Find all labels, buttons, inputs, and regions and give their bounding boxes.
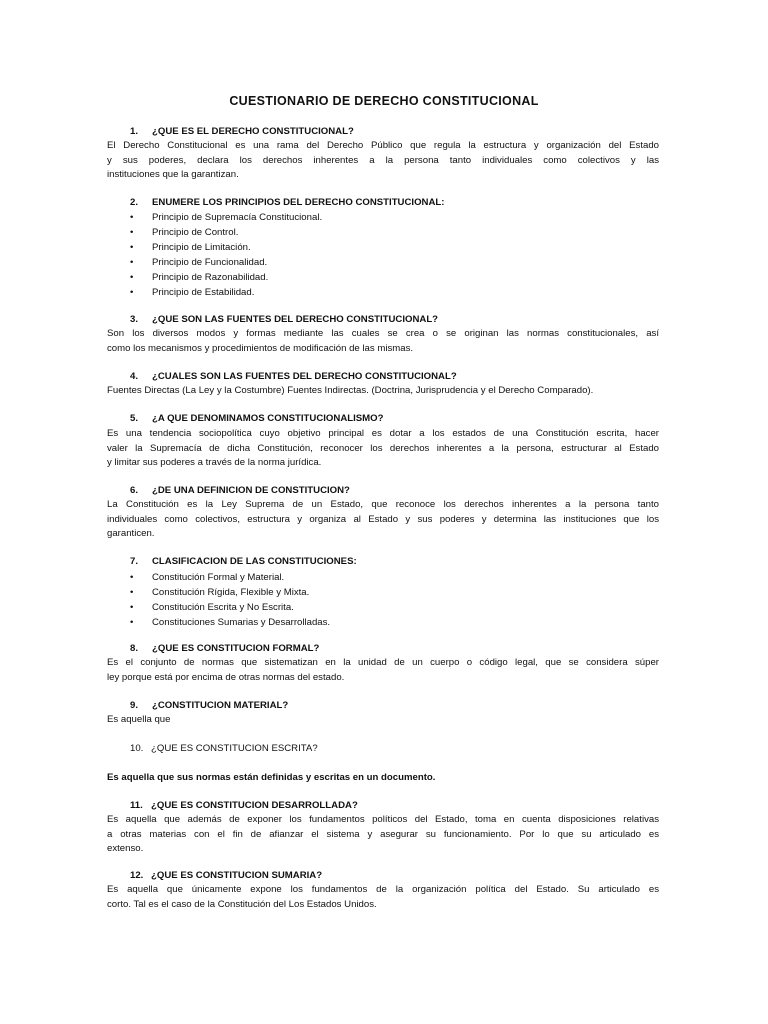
answer-12: Es aquella que únicamente expone los fundamentos de la organización política del Estado. Su articulado es corto. Tal es el caso de la Constitución del Los Estados Unidos. <box>107 884 659 910</box>
list-item: • Principio de Estabilidad. <box>130 287 255 298</box>
question-number: 4. <box>130 371 139 382</box>
list-item: • Constituciones Sumarias y Desarrolladas. <box>130 617 331 628</box>
question-5 <box>130 413 384 424</box>
bullet-icon: • <box>130 617 134 628</box>
question-8 <box>130 643 319 654</box>
question-number: 2. <box>130 197 139 208</box>
question-text: ¿QUE ES CONSTITUCION ESCRITA? <box>151 743 318 754</box>
question-text: ¿A QUE DENOMINAMOS CONSTITUCIONALISMO? <box>152 413 384 424</box>
answer-8: Es el conjunto de normas que sistematizan en la unidad de un cuerpo o código legal, que se considera súper ley porque está por encima de otras normas del estado. <box>107 657 659 683</box>
question-text: ENUMERE LOS PRINCIPIOS DEL DERECHO CONSTITUCIONAL: <box>152 197 445 208</box>
question-number: 11. <box>130 800 143 811</box>
question-7 <box>130 556 357 567</box>
question-number: 1. <box>130 126 139 137</box>
bullet-icon: • <box>130 272 134 283</box>
list-item: • Constitución Escrita y No Escrita. <box>130 602 294 613</box>
question-2 <box>130 197 444 208</box>
answer-11: Es aquella que además de exponer los fundamentos políticos del Estado, toma en cuenta disposiciones relativas a otras materias con el fin de afianzar el sistema y asegurar su funcionamiento. Por lo que su articulado es extenso. <box>107 814 659 855</box>
question-text: ¿QUE ES CONSTITUCION DESARROLLADA? <box>151 800 358 811</box>
bullet-icon: • <box>130 257 134 268</box>
bullet-icon: • <box>130 602 134 613</box>
bullet-icon: • <box>130 287 134 298</box>
question-number: 9. <box>130 700 139 711</box>
list-item: • Principio de Limitación. <box>130 242 251 253</box>
question-text: ¿QUE SON LAS FUENTES DEL DERECHO CONSTITUCIONAL? <box>152 314 439 325</box>
list-item: • Principio de Supremacía Constitucional. <box>130 212 323 223</box>
question-number: 10. <box>130 743 144 754</box>
principles-list <box>130 210 322 300</box>
list-item: • Principio de Razonabilidad. <box>130 272 269 283</box>
bullet-icon: • <box>130 572 134 583</box>
question-text: ¿QUE ES CONSTITUCION FORMAL? <box>152 643 320 654</box>
question-text: ¿QUE ES CONSTITUCION SUMARIA? <box>151 870 323 881</box>
list-item: • Principio de Funcionalidad. <box>130 257 268 268</box>
bullet-icon: • <box>130 242 134 253</box>
question-6 <box>130 485 350 496</box>
question-number: 8. <box>130 643 139 654</box>
answer-6: La Constitución es la Ley Suprema de un Estado, que reconoce los derechos inherentes a la persona tanto individuales como colectivos, estructura y organiza al Estado y sus poderes y determina las instituciones que los garanticen. <box>107 499 659 540</box>
answer-1: El Derecho Constitucional es una rama del Derecho Público que regula la estructura y organización del Estado y sus poderes, declara los derechos inherentes a la persona tanto individuales como colectivos y las instituciones que la garantizan. <box>107 140 659 181</box>
question-11 <box>130 800 358 811</box>
answer-4: Fuentes Directas (La Ley y la Costumbre) Fuentes Indirectas. (Doctrina, Jurisprudencia y el Derecho Comparado). <box>107 385 594 396</box>
document-title: CUESTIONARIO DE DERECHO CONSTITUCIONAL <box>229 94 539 108</box>
question-number: 12. <box>130 870 144 881</box>
answer-10: Es aquella que sus normas están definidas y escritas en un documento. <box>107 772 436 783</box>
bullet-icon: • <box>130 587 134 598</box>
question-text: CLASIFICACION DE LAS CONSTITUCIONES: <box>152 556 357 567</box>
list-item: • Principio de Control. <box>130 227 239 238</box>
question-number: 5. <box>130 413 139 424</box>
bullet-icon: • <box>130 212 134 223</box>
answer-3: Son los diversos modos y formas mediante las cuales se crea o se originan las normas constitucionales, así como los mecanismos y procedimientos de modificación de las mismas. <box>107 328 659 354</box>
question-9 <box>130 700 288 711</box>
question-number: 6. <box>130 485 139 496</box>
list-item: • Constitución Formal y Material. <box>130 572 285 583</box>
classification-list <box>130 570 330 630</box>
list-item: • Constitución Rígida, Flexible y Mixta. <box>130 587 310 598</box>
question-text: ¿DE UNA DEFINICION DE CONSTITUCION? <box>152 485 350 496</box>
question-text: ¿CONSTITUCION MATERIAL? <box>152 700 289 711</box>
answer-9: Es aquella que <box>107 714 171 725</box>
question-4 <box>130 371 457 382</box>
question-12 <box>130 870 322 881</box>
question-text: ¿CUALES SON LAS FUENTES DEL DERECHO CONSTITUCIONAL? <box>152 371 457 382</box>
question-number: 3. <box>130 314 139 325</box>
question-number: 7. <box>130 556 139 567</box>
question-text: ¿QUE ES EL DERECHO CONSTITUCIONAL? <box>152 126 354 137</box>
bullet-icon: • <box>130 227 134 238</box>
question-3 <box>130 314 438 325</box>
question-10 <box>130 743 318 754</box>
answer-5: Es una tendencia sociopolítica cuyo objetivo principal es dotar a los estados de una Constitución escrita, hacer valer la Supremacía de dicha Constitución, reconocer los derechos inherentes a la persona, estructurar al Estado y limitar sus poderes a través de la norma jurídica. <box>107 428 659 469</box>
question-1 <box>130 126 354 137</box>
